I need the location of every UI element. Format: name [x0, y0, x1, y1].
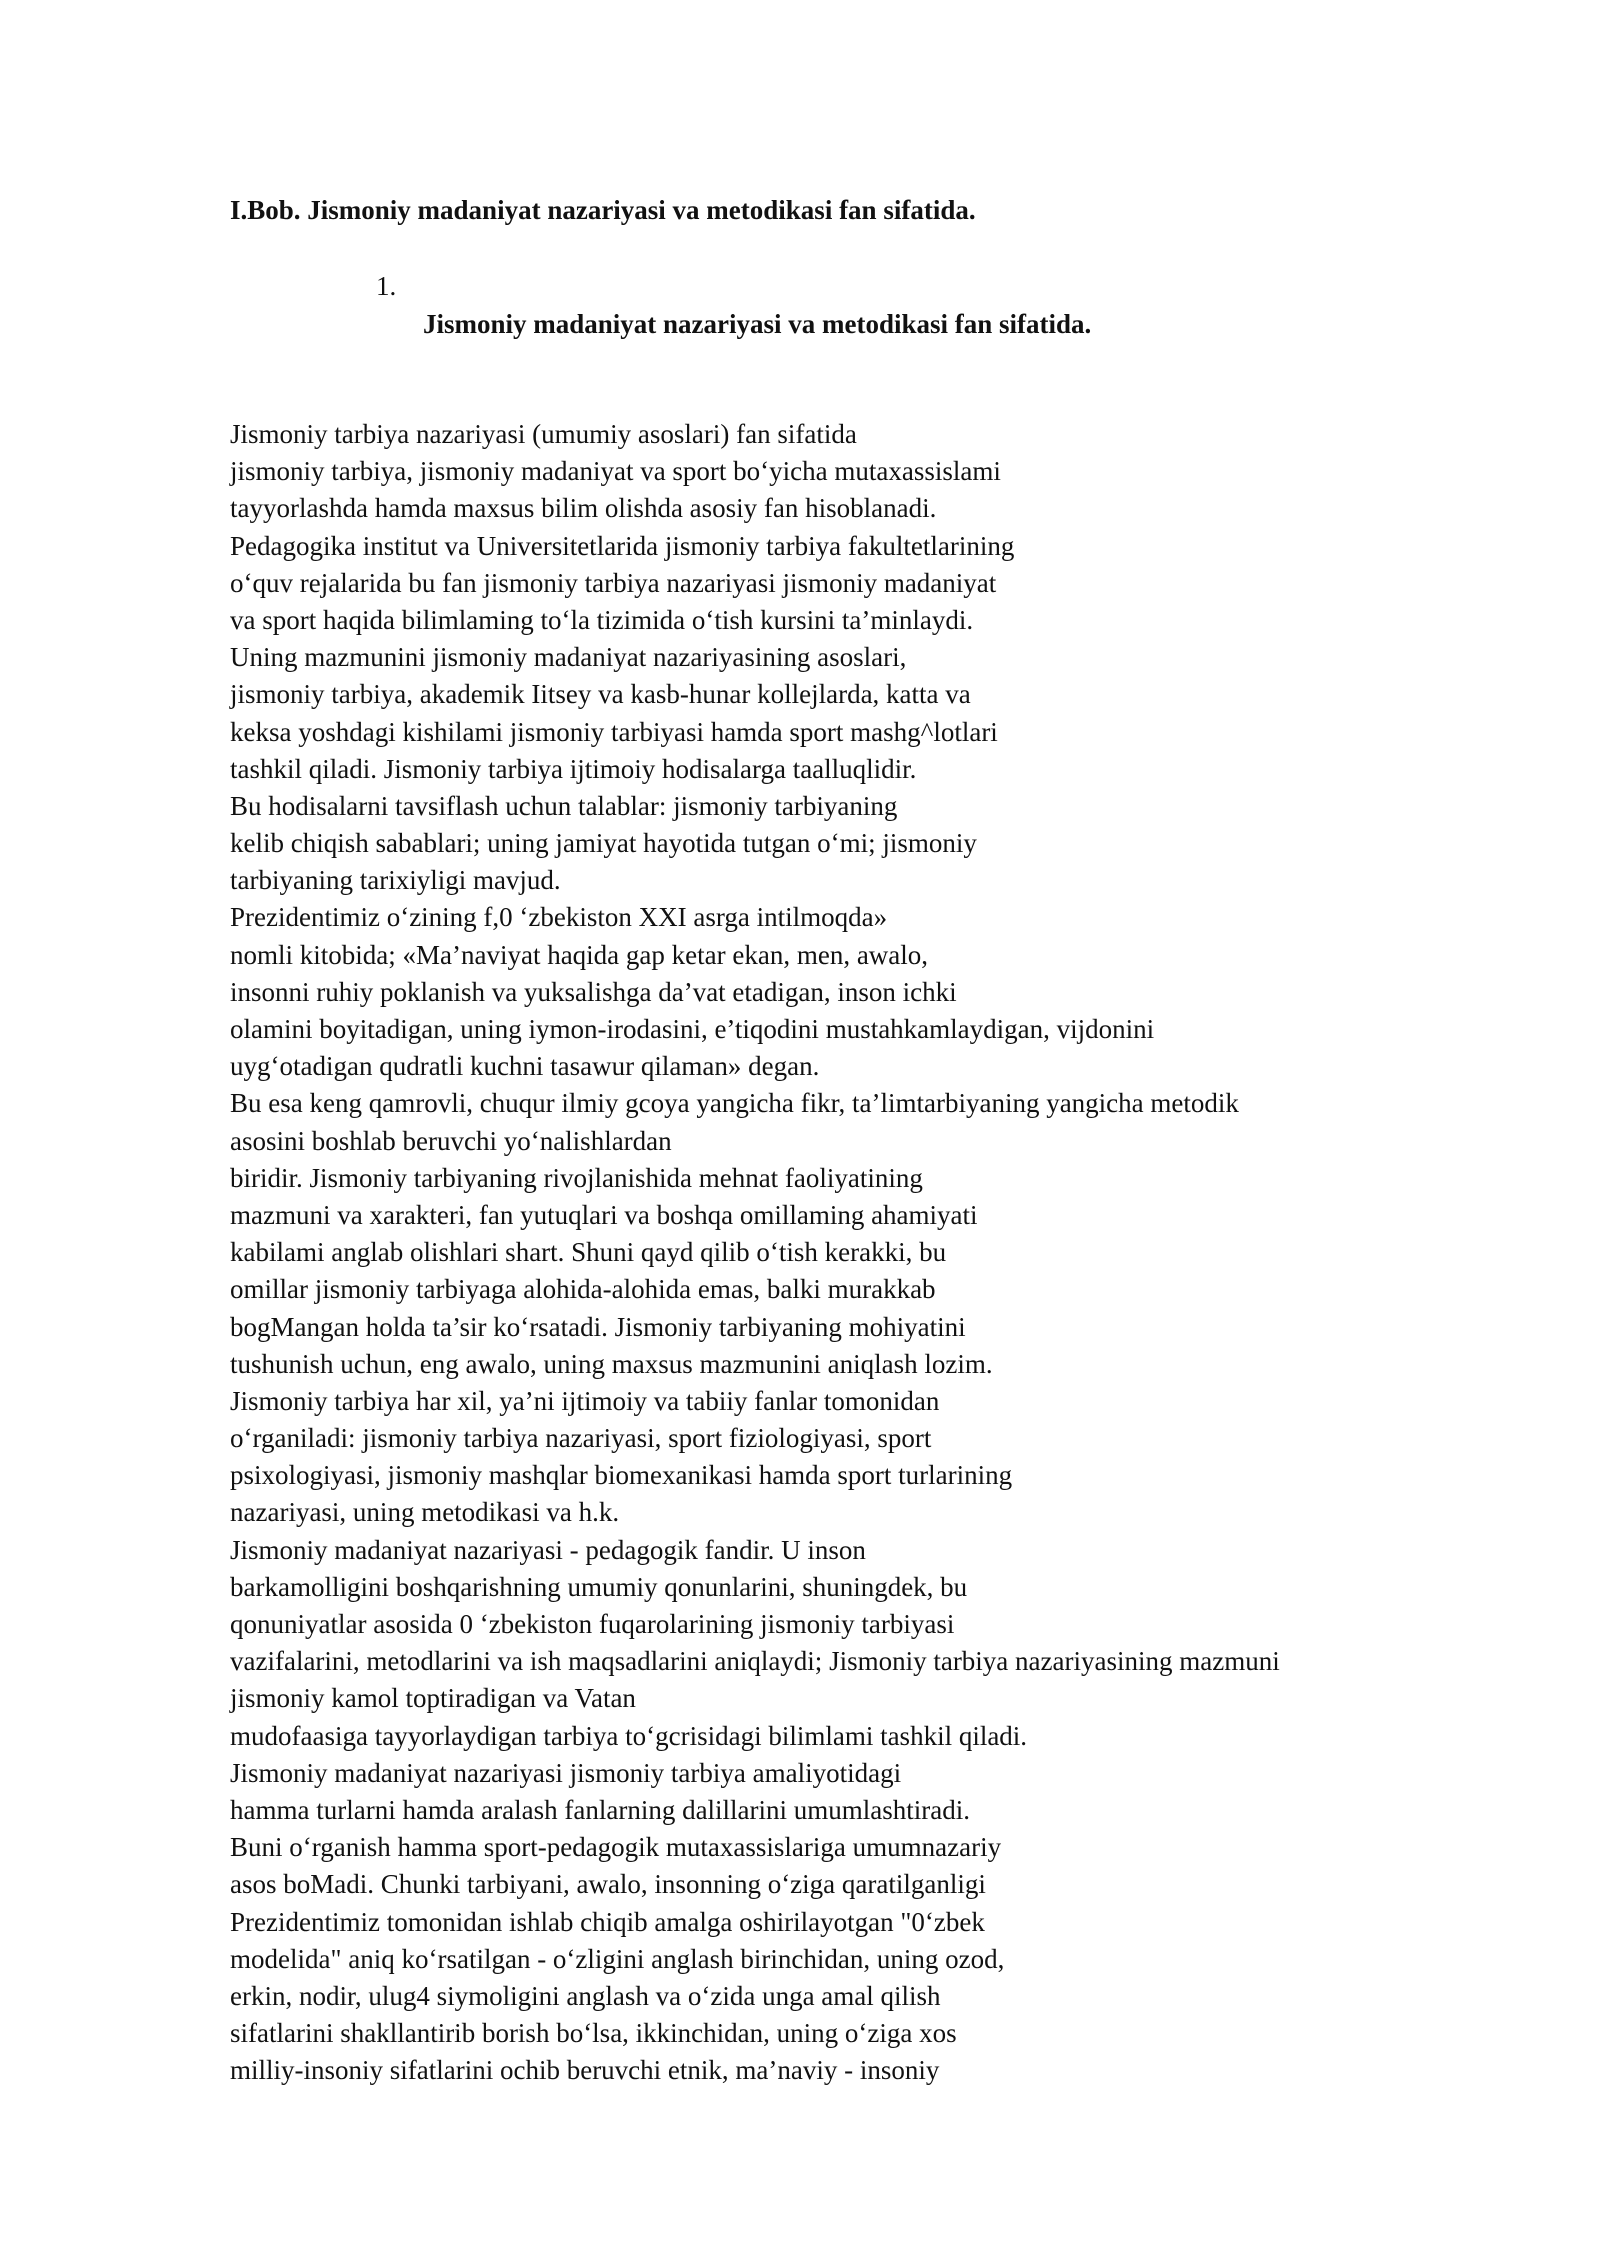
text-line: asosini boshlab beruvchi yo‘nalishlardan — [230, 1125, 672, 1156]
text-line: Jismoniy tarbiya nazariyasi (umumiy asoslari) fan sifatida — [230, 419, 857, 449]
text-line: Jismoniy madaniyat nazariyasi jismoniy tarbiya amaliyotidagi — [230, 1757, 902, 1788]
text-line: kelib chiqish sabablari; uning jamiyat hayotida tutgan o‘mi; jismoniy — [230, 828, 977, 859]
text-line: jismoniy kamol toptiradigan va Vatan — [230, 1683, 636, 1714]
body-text — [230, 416, 1570, 2089]
text-line: asos boMadi. Chunki tarbiyani, awalo, insonning o‘ziga qaratilganligi — [230, 1869, 986, 1900]
text-line: Buni o‘rganish hamma sport-pedagogik mutaxassislariga umumnazariy — [230, 1832, 1002, 1863]
text-line: Jismoniy madaniyat nazariyasi - pedagogik fandir. U inson — [230, 1534, 866, 1565]
text-line: bogMangan holda ta’sir ko‘rsatadi. Jismoniy tarbiyaning mohiyatini — [230, 1311, 966, 1342]
text-line: uyg‘otadigan qudratli kuchni tasawur qilaman» degan. — [230, 1051, 820, 1082]
text-line: Uning mazmunini jismoniy madaniyat nazariyasining asoslari, — [230, 642, 907, 673]
text-line: Pedagogika institut va Universitetlarida jismoniy tarbiya fakultetlarining — [230, 530, 1015, 561]
text-line: milliy-insoniy sifatlarini ochib beruvchi etnik, ma’naviy - insoniy — [230, 2055, 940, 2086]
text-line: o‘quv rejalarida bu fan jismoniy tarbiya nazariyasi jismoniy madaniyat — [230, 567, 997, 598]
text-line: hamma turlarni hamda aralash fanlarning dalillarini umumlashtiradi. — [230, 1794, 971, 1825]
text-line: sifatlarini shakllantirib borish bo‘lsa, ikkinchidan, uning o‘ziga xos — [230, 2018, 957, 2049]
text-line: o‘rganiladi: jismoniy tarbiya nazariyasi, sport fiziologiyasi, sport — [230, 1423, 932, 1454]
text-line: omillar jismoniy tarbiyaga alohida-alohida emas, balki murakkab — [230, 1274, 936, 1305]
text-line: jismoniy tarbiya, jismoniy madaniyat va sport bo‘yicha mutaxassislami — [230, 456, 1001, 487]
text-line: barkamolligini boshqarishning umumiy qonunlarini, shuningdek, bu — [230, 1571, 968, 1602]
text-line: tayyorlashda hamda maxsus bilim olishda asosiy fan hisoblanadi. — [230, 493, 937, 524]
text-line: keksa yoshdagi kishilami jismoniy tarbiyasi hamda sport mashg^lotlari — [230, 716, 998, 747]
text-line: Bu hodisalarni tavsiflash uchun talablar: jismoniy tarbiyaning — [230, 790, 898, 821]
text-line: va sport haqida bilimlaming to‘la tizimida o‘tish kursini ta’minlaydi. — [230, 604, 974, 635]
text-line: tarbiyaning tarixiyligi mavjud. — [230, 865, 561, 896]
text-line: mazmuni va xarakteri, fan yutuqlari va boshqa omillaming ahamiyati — [230, 1199, 978, 1230]
text-line: Prezidentimiz tomonidan ishlab chiqib amalga oshirilayotgan "0‘zbek — [230, 1906, 985, 1937]
text-line: vazifalarini, metodlarini va ish maqsadlarini aniqlaydi; Jismoniy tarbiya nazariyasining mazmuni — [230, 1646, 1280, 1677]
text-line: qonuniyatlar asosida 0 ‘zbekiston fuqarolarining jismoniy tarbiyasi — [230, 1609, 955, 1639]
text-line: Jismoniy tarbiya har xil, ya’ni ijtimoiy va tabiiy fanlar tomonidan — [230, 1385, 940, 1416]
text-line: erkin, nodir, ulug4 siymoligini anglash va o‘zida unga amal qilish — [230, 1980, 941, 2011]
text-line: kabilami anglab olishlari shart. Shuni qayd qilib o‘tish kerakki, bu — [230, 1237, 947, 1268]
text-line: olamini boyitadigan, uning iymon-irodasini, e’tiqodini mustahkamlaydigan, vijdonini — [230, 1014, 1155, 1044]
text-line: Prezidentimiz o‘zining f,0 ‘zbekiston XXI asrga intilmoqda» — [230, 902, 888, 933]
text-line: Bu esa keng qamrovli, chuqur ilmiy gcoya yangicha fikr, ta’limtarbiyaning yangicha metodik — [230, 1088, 1239, 1119]
section-number: 1. — [376, 271, 397, 301]
text-line: tashkil qiladi. Jismoniy tarbiya ijtimoiy hodisalarga taalluqlidir. — [230, 753, 917, 784]
text-line: psixologiyasi, jismoniy mashqlar biomexanikasi hamda sport turlarining — [230, 1460, 1013, 1491]
text-line: nazariyasi, uning metodikasi va h.k. — [230, 1497, 620, 1528]
text-line: insonni ruhiy poklanish va yuksalishga da’vat etadigan, inson ichki — [230, 976, 957, 1007]
text-line: mudofaasiga tayyorlaydigan tarbiya to‘gcrisidagi bilimlami tashkil qiladi. — [230, 1720, 1028, 1751]
text-line: jismoniy tarbiya, akademik Iitsey va kasb-hunar kollejlarda, katta va — [230, 679, 971, 710]
chapter-title: I.Bob. Jismoniy madaniyat nazariyasi va metodikasi fan sifatida. — [230, 195, 976, 225]
section-title: Jismoniy madaniyat nazariyasi va metodikasi fan sifatida. — [423, 309, 1092, 339]
text-line: tushunish uchun, eng awalo, uning maxsus mazmunini aniqlash lozim. — [230, 1348, 993, 1379]
text-line: biridir. Jismoniy tarbiyaning rivojlanishida mehnat faoliyatining — [230, 1162, 923, 1193]
text-line: modelida" aniq ko‘rsatilgan - o‘zligini anglash birinchidan, uning ozod, — [230, 1943, 1005, 1974]
text-line: nomli kitobida; «Ma’naviyat haqida gap ketar ekan, men, awalo, — [230, 939, 929, 970]
